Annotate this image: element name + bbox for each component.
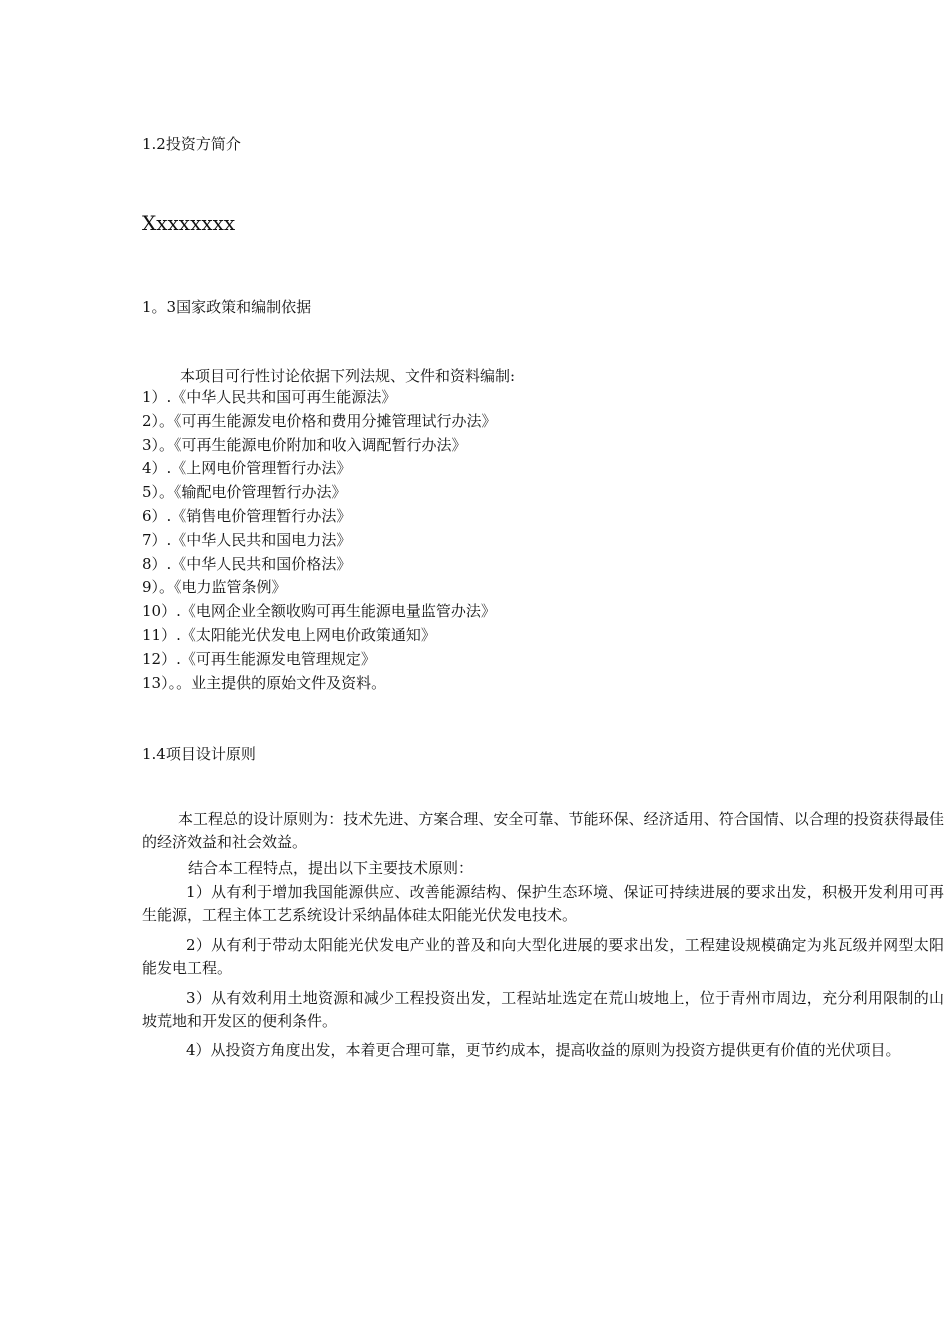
list-item: 5）。《输配电价管理暂行办法》 xyxy=(142,483,347,502)
list-item: 3）。《可再生能源电价附加和收入调配暂行办法》 xyxy=(142,435,467,454)
list-item: 13）。。业主提供的原始文件及资料。 xyxy=(142,673,387,692)
list-item: 12）.《可再生能源发电管理规定》 xyxy=(142,649,376,668)
list-item: 7）.《中华人民共和国电力法》 xyxy=(142,530,352,549)
list-item: 1）.《中华人民共和国可再生能源法》 xyxy=(142,388,397,406)
section-1-4-heading: 1.4项目设计原则 xyxy=(142,745,256,763)
regulation-list xyxy=(142,386,497,695)
section-1-3-heading: 1。3国家政策和编制依据 xyxy=(142,298,312,316)
section-1-3-intro: 本项目可行性讨论依据下列法规、文件和资料编制: xyxy=(180,367,516,385)
list-item: 10）.《电网企业全额收购可再生能源电量监管办法》 xyxy=(142,602,496,621)
section-1-2-heading: 1.2投资方简介 xyxy=(142,135,241,153)
list-item: 8）.《中华人民共和国价格法》 xyxy=(142,554,352,573)
principle-4-paragraph: 4）从投资方角度出发，本着更合理可靠，更节约成本，提高收益的原则为投资方提供更有价值的光伏项目。 xyxy=(186,1041,901,1059)
technical-principles-intro: 结合本工程特点，提出以下主要技术原则： xyxy=(188,859,474,877)
investor-name: Xxxxxxxx xyxy=(142,211,236,235)
principle-2-paragraph: 2）从有利于带动太阳能光伏发电产业的普及和向大型化进展的要求出发，工程建设规模确定为兆瓦级并网型太阳能发电工程。 xyxy=(142,936,944,977)
list-item: 9）。《电力监管条例》 xyxy=(142,578,287,597)
list-item: 11）.《太阳能光伏发电上网电价政策通知》 xyxy=(142,625,436,644)
list-item: 6）.《销售电价管理暂行办法》 xyxy=(142,506,352,525)
list-item: 2）。《可再生能源发电价格和费用分摊管理试行办法》 xyxy=(142,411,497,430)
list-item: 4）.《上网电价管理暂行办法》 xyxy=(142,459,352,478)
principle-3-paragraph: 3）从有效利用土地资源和减少工程投资出发，工程站址选定在荒山坡地上，位于青州市周边，充分利用限制的山坡荒地和开发区的便利条件。 xyxy=(142,989,944,1030)
principle-1-paragraph: 1）从有利于增加我国能源供应、改善能源结构、保护生态环境、保证可持续进展的要求出发，积极开发利用可再生能源，工程主体工艺系统设计采纳晶体硅太阳能光伏发电技术。 xyxy=(142,883,944,924)
design-principle-paragraph: 本工程总的设计原则为：技术先进、方案合理、安全可靠、节能环保、经济适用、符合国情、以合理的投资获得最佳的经济效益和社会效益。 xyxy=(142,810,944,851)
